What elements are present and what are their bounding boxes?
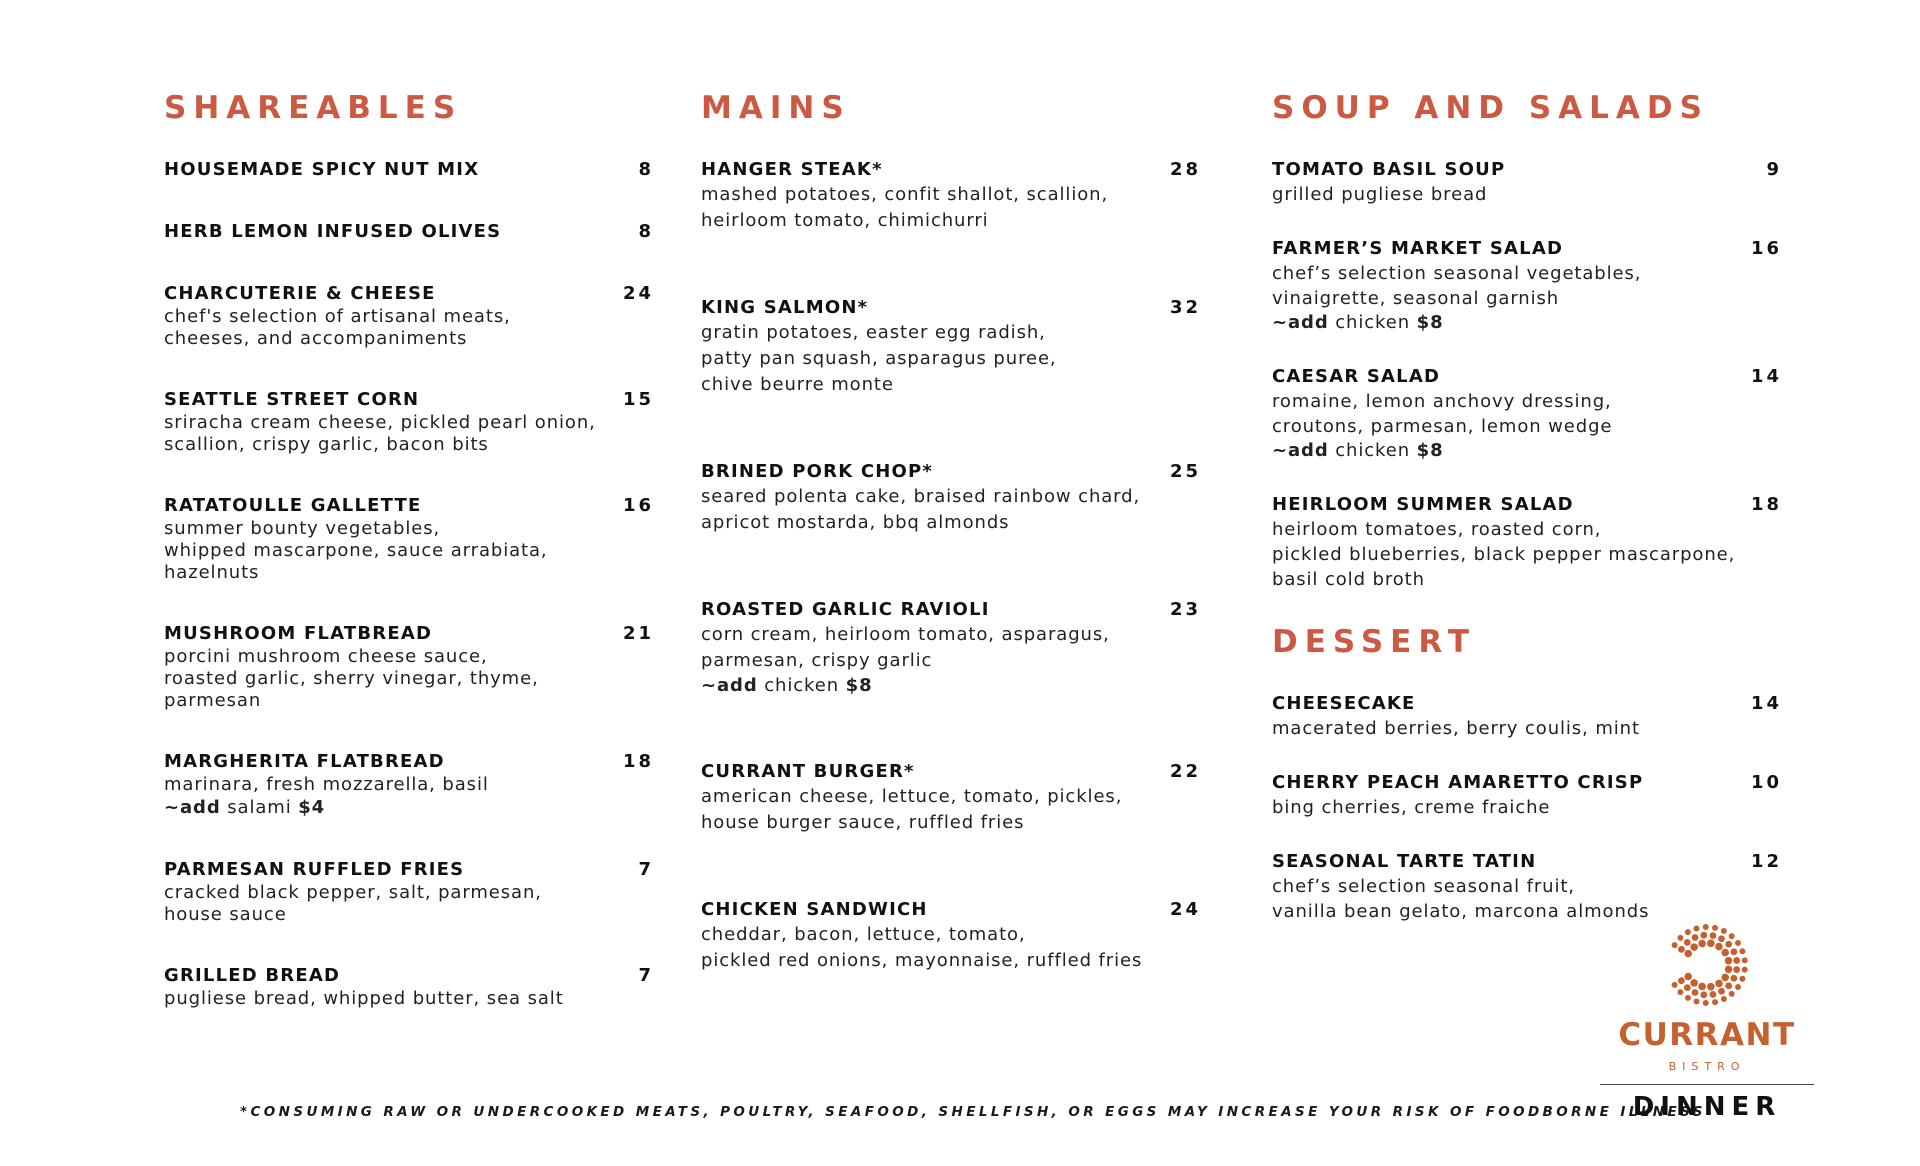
menu-item-price: 32 xyxy=(1169,297,1201,318)
menu-item-name: HOUSEMADE SPICY NUT MIX xyxy=(164,159,480,180)
section-title-shareables: SHAREABLES xyxy=(164,90,463,126)
menu-item xyxy=(701,898,1201,974)
menu-item xyxy=(1272,237,1782,335)
menu-item-description: romaine, lemon anchovy dressing, croutons, parmesan, lemon wedge xyxy=(1272,391,1613,437)
addon-price: $8 xyxy=(845,675,873,696)
menu-item xyxy=(164,220,654,244)
soups-list xyxy=(1272,158,1782,592)
addon-prefix: ~add xyxy=(1272,440,1329,461)
menu-item-description: macerated berries, berry coulis, mint xyxy=(1272,718,1640,739)
menu-item xyxy=(701,158,1201,234)
menu-item-description: grilled pugliese bread xyxy=(1272,184,1488,205)
menu-item-name: SEATTLE STREET CORN xyxy=(164,389,420,410)
section-title-mains: MAINS xyxy=(701,90,851,126)
menu-item-price: 24 xyxy=(1169,899,1201,920)
addon-item: chicken xyxy=(1335,312,1411,333)
soups-dessert-column xyxy=(1272,88,1782,954)
logo-wordmark: CURRANT xyxy=(1618,1017,1796,1053)
menu-item-name: SEASONAL TARTE TATIN xyxy=(1272,851,1537,872)
menu-item-description: chef's selection of artisanal meats, cheeses, and accompaniments xyxy=(164,306,511,349)
menu-item-description: mashed potatoes, confit shallot, scallion, heirloom tomato, chimichurri xyxy=(701,184,1109,231)
menu-item-price: 23 xyxy=(1169,599,1201,620)
menu-item-description: cheddar, bacon, lettuce, tomato, pickled red onions, mayonnaise, ruffled fries xyxy=(701,924,1143,971)
shareables-column xyxy=(164,88,654,1048)
menu-item-price: 16 xyxy=(622,495,654,516)
menu-item-name: ROASTED GARLIC RAVIOLI xyxy=(701,599,990,620)
menu-item-name: MUSHROOM FLATBREAD xyxy=(164,623,433,644)
menu-item-price: 18 xyxy=(1750,494,1782,515)
menu-item xyxy=(164,964,654,1010)
menu-item-description: bing cherries, creme fraiche xyxy=(1272,797,1551,818)
menu-item-name: PARMESAN RUFFLED FRIES xyxy=(164,859,465,880)
menu-item xyxy=(1272,771,1782,820)
menu-item xyxy=(1272,493,1782,592)
addon-item: chicken xyxy=(1335,440,1411,461)
addon-price: $8 xyxy=(1416,312,1444,333)
addon-item: chicken xyxy=(764,675,840,696)
menu-item-description: sriracha cream cheese, pickled pearl onion, scallion, crispy garlic, bacon bits xyxy=(164,412,596,455)
menu-item-name: TOMATO BASIL SOUP xyxy=(1272,159,1506,180)
menu-item xyxy=(1272,365,1782,463)
menu-item-price: 24 xyxy=(622,283,654,304)
menu-item xyxy=(164,858,654,926)
menu-item-description: chef’s selection seasonal vegetables, vinaigrette, seasonal garnish xyxy=(1272,263,1642,309)
menu-item-name: KING SALMON* xyxy=(701,297,869,318)
menu-item-name: CHEESECAKE xyxy=(1272,693,1416,714)
addon-prefix: ~add xyxy=(1272,312,1329,333)
menu-item xyxy=(701,598,1201,698)
menu-item-price: 16 xyxy=(1750,238,1782,259)
menu-item xyxy=(1272,158,1782,207)
restaurant-logo xyxy=(1600,920,1814,1123)
logo-divider xyxy=(1600,1084,1814,1085)
menu-type-label: DINNER xyxy=(1632,1092,1782,1122)
dessert-list xyxy=(1272,692,1782,924)
menu-item-description: porcini mushroom cheese sauce, roasted garlic, sherry vinegar, thyme, parmesan xyxy=(164,646,539,711)
menu-item-name: CHERRY PEACH AMARETTO CRISP xyxy=(1272,772,1644,793)
shareables-list xyxy=(164,158,654,1010)
menu-item-price: 15 xyxy=(622,389,654,410)
menu-item-addon xyxy=(701,674,1201,698)
menu-item-name: HEIRLOOM SUMMER SALAD xyxy=(1272,494,1574,515)
addon-item: salami xyxy=(227,797,292,818)
mains-list xyxy=(701,158,1201,974)
menu-item xyxy=(164,622,654,712)
menu-item-description: seared polenta cake, braised rainbow chard, apricot mostarda, bbq almonds xyxy=(701,486,1141,533)
addon-price: $8 xyxy=(1416,440,1444,461)
addon-price: $4 xyxy=(298,797,326,818)
menu-item-name: MARGHERITA FLATBREAD xyxy=(164,751,445,772)
menu-item-name: HANGER STEAK* xyxy=(701,159,883,180)
menu-item-price: 12 xyxy=(1750,851,1782,872)
mains-column xyxy=(701,88,1201,1036)
menu-item-price: 9 xyxy=(1766,159,1782,180)
menu-item xyxy=(164,494,654,584)
dotted-c-logo-icon xyxy=(1662,920,1752,1010)
menu-item-description: summer bounty vegetables, whipped mascarpone, sauce arrabiata, hazelnuts xyxy=(164,518,548,583)
menu-item xyxy=(1272,850,1782,924)
menu-item xyxy=(1272,692,1782,741)
menu-item-name: RATATOULLE GALLETTE xyxy=(164,495,422,516)
menu-item xyxy=(164,388,654,456)
menu-item-description: pugliese bread, whipped butter, sea salt xyxy=(164,988,564,1009)
menu-item-name: CHICKEN SANDWICH xyxy=(701,899,928,920)
menu-item-description: corn cream, heirloom tomato, asparagus, parmesan, crispy garlic xyxy=(701,624,1110,671)
menu-item-price: 7 xyxy=(638,965,654,986)
menu-item-addon xyxy=(164,796,654,820)
menu-item xyxy=(701,460,1201,536)
menu-item-addon xyxy=(1272,439,1782,463)
menu-item-price: 8 xyxy=(638,221,654,242)
menu-item xyxy=(164,282,654,350)
menu-item xyxy=(164,158,654,182)
menu-item-description: gratin potatoes, easter egg radish, patty pan squash, asparagus puree, chive beurre monte xyxy=(701,322,1057,395)
menu-item-price: 8 xyxy=(638,159,654,180)
menu-item-name: GRILLED BREAD xyxy=(164,965,341,986)
menu-item xyxy=(164,750,654,820)
menu-item-price: 14 xyxy=(1750,693,1782,714)
addon-prefix: ~add xyxy=(701,675,758,696)
menu-item-price: 7 xyxy=(638,859,654,880)
menu-item xyxy=(701,296,1201,398)
section-title-dessert: DESSERT xyxy=(1272,624,1476,660)
menu-item-price: 25 xyxy=(1169,461,1201,482)
logo-subtitle: BISTRO xyxy=(1668,1060,1746,1073)
menu-item-price: 10 xyxy=(1750,772,1782,793)
menu-item-name: CURRANT BURGER* xyxy=(701,761,915,782)
foodborne-illness-footnote: *CONSUMING RAW OR UNDERCOOKED MEATS, POULTRY, SEAFOOD, SHELLFISH, OR EGGS MAY INCREASE YOUR RISK OF FOODBORNE ILLNESS xyxy=(240,1104,1706,1120)
menu-item-price: 14 xyxy=(1750,366,1782,387)
menu-item-description: heirloom tomatoes, roasted corn, pickled blueberries, black pepper mascarpone, basil cold broth xyxy=(1272,519,1736,590)
menu-item-price: 21 xyxy=(622,623,654,644)
menu-item-price: 28 xyxy=(1169,159,1201,180)
menu-item-description: marinara, fresh mozzarella, basil xyxy=(164,774,489,795)
menu-item xyxy=(701,760,1201,836)
menu-item-addon xyxy=(1272,311,1782,335)
menu-item-name: HERB LEMON INFUSED OLIVES xyxy=(164,221,502,242)
menu-item-name: CHARCUTERIE & CHEESE xyxy=(164,283,436,304)
menu-item-description: american cheese, lettuce, tomato, pickles, house burger sauce, ruffled fries xyxy=(701,786,1123,833)
addon-prefix: ~add xyxy=(164,797,221,818)
menu-item-description: cracked black pepper, salt, parmesan, house sauce xyxy=(164,882,542,925)
menu-item-name: FARMER’S MARKET SALAD xyxy=(1272,238,1564,259)
section-title-soups: SOUP AND SALADS xyxy=(1272,90,1709,126)
menu-item-name: BRINED PORK CHOP* xyxy=(701,461,933,482)
menu-item-name: CAESAR SALAD xyxy=(1272,366,1441,387)
menu-item-description: chef’s selection seasonal fruit, vanilla bean gelato, marcona almonds xyxy=(1272,876,1650,922)
menu-item-price: 22 xyxy=(1169,761,1201,782)
menu-item-price: 18 xyxy=(622,751,654,772)
